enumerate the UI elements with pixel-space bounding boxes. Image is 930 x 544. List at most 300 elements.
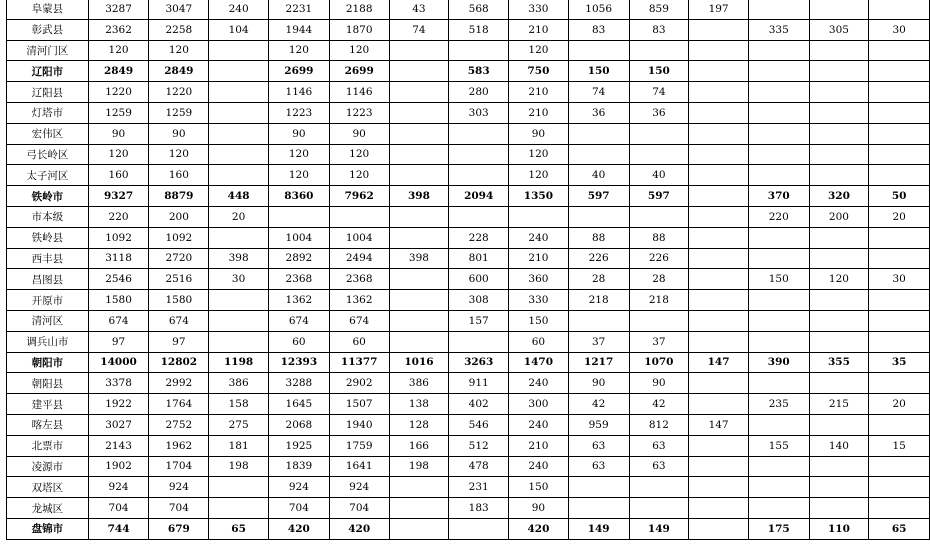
value-cell <box>869 0 930 19</box>
value-cell: 43 <box>389 0 449 19</box>
value-cell <box>389 290 449 311</box>
value-cell: 210 <box>509 82 569 103</box>
data-table <box>6 0 930 540</box>
region-name-cell: 开原市 <box>7 290 89 311</box>
value-cell: 175 <box>748 518 809 539</box>
value-cell: 120 <box>509 144 569 165</box>
value-cell: 240 <box>209 0 269 19</box>
value-cell <box>809 102 869 123</box>
value-cell <box>748 0 809 19</box>
value-cell: 1004 <box>329 227 389 248</box>
region-name-cell: 调兵山市 <box>7 331 89 352</box>
region-name-cell: 太子河区 <box>7 165 89 186</box>
value-cell <box>748 165 809 186</box>
value-cell: 12393 <box>268 352 329 373</box>
value-cell: 7962 <box>329 186 389 207</box>
value-cell: 12802 <box>149 352 209 373</box>
table-row <box>7 269 930 290</box>
value-cell <box>568 40 629 61</box>
value-cell: 674 <box>268 310 329 331</box>
value-cell: 240 <box>509 373 569 394</box>
value-cell: 679 <box>149 518 209 539</box>
value-cell: 1259 <box>149 102 209 123</box>
value-cell <box>689 206 749 227</box>
value-cell <box>748 331 809 352</box>
value-cell: 2546 <box>88 269 149 290</box>
value-cell <box>748 248 809 269</box>
value-cell: 1940 <box>329 414 389 435</box>
value-cell <box>869 61 930 82</box>
value-cell: 97 <box>88 331 149 352</box>
table-row <box>7 102 930 123</box>
value-cell <box>209 61 269 82</box>
value-cell: 8360 <box>268 186 329 207</box>
value-cell <box>689 394 749 415</box>
region-name-cell: 喀左县 <box>7 414 89 435</box>
value-cell <box>209 310 269 331</box>
table-row <box>7 144 930 165</box>
value-cell <box>748 456 809 477</box>
value-cell: 360 <box>509 269 569 290</box>
value-cell: 149 <box>568 518 629 539</box>
value-cell: 1362 <box>329 290 389 311</box>
value-cell <box>748 102 809 123</box>
value-cell <box>568 144 629 165</box>
value-cell: 74 <box>568 82 629 103</box>
value-cell <box>389 61 449 82</box>
value-cell <box>869 477 930 498</box>
value-cell <box>449 331 509 352</box>
value-cell: 83 <box>568 19 629 40</box>
region-name-cell: 清河门区 <box>7 40 89 61</box>
value-cell: 1645 <box>268 394 329 415</box>
value-cell <box>689 498 749 519</box>
value-cell <box>389 82 449 103</box>
value-cell <box>209 82 269 103</box>
value-cell: 2143 <box>88 435 149 456</box>
value-cell <box>748 123 809 144</box>
value-cell <box>689 248 749 269</box>
value-cell <box>809 227 869 248</box>
value-cell <box>869 290 930 311</box>
value-cell <box>449 144 509 165</box>
value-cell <box>869 456 930 477</box>
value-cell: 2849 <box>149 61 209 82</box>
value-cell <box>869 373 930 394</box>
value-cell: 97 <box>149 331 209 352</box>
region-name-cell: 双塔区 <box>7 477 89 498</box>
value-cell: 911 <box>449 373 509 394</box>
value-cell: 1507 <box>329 394 389 415</box>
value-cell: 674 <box>329 310 389 331</box>
table-row <box>7 414 930 435</box>
value-cell: 28 <box>629 269 689 290</box>
value-cell <box>389 477 449 498</box>
value-cell: 215 <box>809 394 869 415</box>
value-cell <box>389 206 449 227</box>
value-cell <box>689 269 749 290</box>
region-name-cell: 彰武县 <box>7 19 89 40</box>
value-cell: 546 <box>449 414 509 435</box>
value-cell <box>869 144 930 165</box>
value-cell <box>748 227 809 248</box>
value-cell: 120 <box>149 144 209 165</box>
value-cell: 1839 <box>268 456 329 477</box>
value-cell: 138 <box>389 394 449 415</box>
value-cell: 2362 <box>88 19 149 40</box>
value-cell <box>689 435 749 456</box>
value-cell: 120 <box>329 165 389 186</box>
value-cell <box>748 373 809 394</box>
region-name-cell: 辽阳市 <box>7 61 89 82</box>
value-cell <box>629 477 689 498</box>
value-cell: 90 <box>509 498 569 519</box>
value-cell: 420 <box>268 518 329 539</box>
value-cell: 420 <box>509 518 569 539</box>
value-cell: 198 <box>389 456 449 477</box>
value-cell <box>869 310 930 331</box>
value-cell <box>689 331 749 352</box>
value-cell: 36 <box>629 102 689 123</box>
value-cell <box>209 102 269 123</box>
table-row-subtotal <box>7 186 930 207</box>
value-cell: 90 <box>568 373 629 394</box>
table-row <box>7 394 930 415</box>
value-cell: 15 <box>869 435 930 456</box>
value-cell <box>689 310 749 331</box>
value-cell: 166 <box>389 435 449 456</box>
value-cell: 228 <box>449 227 509 248</box>
value-cell <box>209 290 269 311</box>
value-cell: 1198 <box>209 352 269 373</box>
value-cell <box>389 518 449 539</box>
table-row <box>7 165 930 186</box>
region-name-cell: 铁岭县 <box>7 227 89 248</box>
value-cell: 2752 <box>149 414 209 435</box>
value-cell: 181 <box>209 435 269 456</box>
value-cell: 2494 <box>329 248 389 269</box>
value-cell: 60 <box>509 331 569 352</box>
value-cell: 155 <box>748 435 809 456</box>
value-cell: 63 <box>629 456 689 477</box>
value-cell: 1092 <box>149 227 209 248</box>
value-cell: 1925 <box>268 435 329 456</box>
value-cell: 60 <box>268 331 329 352</box>
value-cell: 1704 <box>149 456 209 477</box>
value-cell <box>809 331 869 352</box>
value-cell: 3027 <box>88 414 149 435</box>
value-cell <box>629 144 689 165</box>
value-cell: 801 <box>449 248 509 269</box>
value-cell <box>629 498 689 519</box>
value-cell: 20 <box>209 206 269 227</box>
value-cell: 120 <box>329 40 389 61</box>
value-cell: 1962 <box>149 435 209 456</box>
value-cell <box>809 456 869 477</box>
value-cell: 2368 <box>268 269 329 290</box>
value-cell: 704 <box>329 498 389 519</box>
value-cell <box>809 165 869 186</box>
value-cell: 63 <box>568 456 629 477</box>
value-cell: 14000 <box>88 352 149 373</box>
value-cell <box>329 206 389 227</box>
value-cell <box>389 102 449 123</box>
value-cell <box>629 310 689 331</box>
value-cell: 280 <box>449 82 509 103</box>
region-name-cell: 清河区 <box>7 310 89 331</box>
value-cell <box>389 165 449 186</box>
value-cell: 120 <box>268 144 329 165</box>
value-cell: 859 <box>629 0 689 19</box>
value-cell: 398 <box>209 248 269 269</box>
value-cell <box>209 144 269 165</box>
table-row <box>7 227 930 248</box>
value-cell: 42 <box>629 394 689 415</box>
value-cell <box>869 40 930 61</box>
value-cell: 704 <box>88 498 149 519</box>
value-cell <box>568 206 629 227</box>
value-cell: 704 <box>149 498 209 519</box>
value-cell: 147 <box>689 414 749 435</box>
value-cell: 150 <box>568 61 629 82</box>
table-row <box>7 123 930 144</box>
value-cell: 1350 <box>509 186 569 207</box>
value-cell: 30 <box>869 19 930 40</box>
value-cell <box>449 165 509 186</box>
value-cell: 60 <box>329 331 389 352</box>
value-cell: 420 <box>329 518 389 539</box>
value-cell <box>209 498 269 519</box>
value-cell <box>389 227 449 248</box>
value-cell: 2258 <box>149 19 209 40</box>
region-name-cell: 建平县 <box>7 394 89 415</box>
value-cell <box>689 227 749 248</box>
value-cell: 1870 <box>329 19 389 40</box>
region-name-cell: 北票市 <box>7 435 89 456</box>
region-name-cell: 凌源市 <box>7 456 89 477</box>
table-row <box>7 40 930 61</box>
value-cell: 50 <box>869 186 930 207</box>
value-cell <box>869 498 930 519</box>
value-cell: 90 <box>509 123 569 144</box>
value-cell: 1922 <box>88 394 149 415</box>
value-cell: 1146 <box>329 82 389 103</box>
value-cell: 1470 <box>509 352 569 373</box>
value-cell <box>809 40 869 61</box>
value-cell: 275 <box>209 414 269 435</box>
table-row <box>7 310 930 331</box>
region-name-cell: 盘锦市 <box>7 518 89 539</box>
value-cell: 3118 <box>88 248 149 269</box>
value-cell <box>389 40 449 61</box>
value-cell: 88 <box>629 227 689 248</box>
value-cell: 398 <box>389 186 449 207</box>
value-cell: 1016 <box>389 352 449 373</box>
value-cell <box>568 123 629 144</box>
value-cell: 3263 <box>449 352 509 373</box>
value-cell <box>748 82 809 103</box>
value-cell <box>689 40 749 61</box>
value-cell <box>209 123 269 144</box>
value-cell <box>629 206 689 227</box>
value-cell: 1223 <box>268 102 329 123</box>
region-name-cell: 灯塔市 <box>7 102 89 123</box>
value-cell <box>209 227 269 248</box>
value-cell <box>809 144 869 165</box>
value-cell <box>689 61 749 82</box>
value-cell: 83 <box>629 19 689 40</box>
value-cell: 3288 <box>268 373 329 394</box>
value-cell: 390 <box>748 352 809 373</box>
value-cell <box>389 310 449 331</box>
value-cell: 704 <box>268 498 329 519</box>
value-cell: 355 <box>809 352 869 373</box>
value-cell <box>809 82 869 103</box>
value-cell: 402 <box>449 394 509 415</box>
value-cell: 674 <box>149 310 209 331</box>
table-row <box>7 248 930 269</box>
table-row <box>7 435 930 456</box>
value-cell: 2892 <box>268 248 329 269</box>
value-cell: 1944 <box>268 19 329 40</box>
value-cell: 120 <box>329 144 389 165</box>
value-cell: 65 <box>209 518 269 539</box>
value-cell: 120 <box>149 40 209 61</box>
value-cell <box>809 310 869 331</box>
value-cell: 335 <box>748 19 809 40</box>
value-cell: 200 <box>809 206 869 227</box>
value-cell: 120 <box>268 40 329 61</box>
value-cell: 35 <box>869 352 930 373</box>
value-cell: 3047 <box>149 0 209 19</box>
value-cell <box>209 477 269 498</box>
value-cell: 1092 <box>88 227 149 248</box>
value-cell: 120 <box>268 165 329 186</box>
value-cell <box>389 331 449 352</box>
value-cell: 478 <box>449 456 509 477</box>
value-cell: 90 <box>329 123 389 144</box>
value-cell <box>568 498 629 519</box>
value-cell: 744 <box>88 518 149 539</box>
region-name-cell: 龙城区 <box>7 498 89 519</box>
value-cell: 1759 <box>329 435 389 456</box>
value-cell <box>689 456 749 477</box>
value-cell <box>869 123 930 144</box>
value-cell: 120 <box>88 144 149 165</box>
value-cell: 1220 <box>88 82 149 103</box>
value-cell: 2992 <box>149 373 209 394</box>
value-cell: 959 <box>568 414 629 435</box>
value-cell: 812 <box>629 414 689 435</box>
value-cell <box>509 206 569 227</box>
region-name-cell: 弓长岭区 <box>7 144 89 165</box>
value-cell: 2699 <box>329 61 389 82</box>
value-cell: 90 <box>629 373 689 394</box>
value-cell: 1004 <box>268 227 329 248</box>
value-cell: 235 <box>748 394 809 415</box>
region-name-cell: 朝阳市 <box>7 352 89 373</box>
table-row-subtotal <box>7 61 930 82</box>
value-cell <box>869 165 930 186</box>
value-cell: 197 <box>689 0 749 19</box>
value-cell: 220 <box>88 206 149 227</box>
value-cell: 218 <box>629 290 689 311</box>
value-cell: 210 <box>509 435 569 456</box>
value-cell: 568 <box>449 0 509 19</box>
value-cell: 74 <box>629 82 689 103</box>
value-cell: 305 <box>809 19 869 40</box>
value-cell <box>689 373 749 394</box>
value-cell: 200 <box>149 206 209 227</box>
value-cell <box>689 144 749 165</box>
value-cell: 386 <box>209 373 269 394</box>
value-cell: 240 <box>509 456 569 477</box>
value-cell: 120 <box>88 40 149 61</box>
table-row-subtotal <box>7 352 930 373</box>
value-cell <box>449 206 509 227</box>
value-cell: 150 <box>748 269 809 290</box>
region-name-cell: 市本级 <box>7 206 89 227</box>
value-cell <box>809 373 869 394</box>
value-cell: 210 <box>509 19 569 40</box>
value-cell <box>869 227 930 248</box>
region-name-cell: 宏伟区 <box>7 123 89 144</box>
value-cell <box>449 518 509 539</box>
value-cell: 1220 <box>149 82 209 103</box>
value-cell <box>389 123 449 144</box>
value-cell: 2516 <box>149 269 209 290</box>
value-cell: 150 <box>629 61 689 82</box>
value-cell: 240 <box>509 227 569 248</box>
value-cell: 512 <box>449 435 509 456</box>
value-cell <box>689 290 749 311</box>
value-cell <box>869 331 930 352</box>
value-cell <box>869 248 930 269</box>
value-cell: 386 <box>389 373 449 394</box>
value-cell: 1146 <box>268 82 329 103</box>
value-cell: 300 <box>509 394 569 415</box>
value-cell: 597 <box>629 186 689 207</box>
value-cell: 448 <box>209 186 269 207</box>
value-cell: 42 <box>568 394 629 415</box>
value-cell: 2849 <box>88 61 149 82</box>
value-cell: 1217 <box>568 352 629 373</box>
value-cell: 120 <box>509 40 569 61</box>
value-cell: 20 <box>869 206 930 227</box>
value-cell: 1641 <box>329 456 389 477</box>
value-cell: 2068 <box>268 414 329 435</box>
region-name-cell: 朝阳县 <box>7 373 89 394</box>
value-cell: 924 <box>329 477 389 498</box>
value-cell: 924 <box>268 477 329 498</box>
value-cell: 2368 <box>329 269 389 290</box>
table-row <box>7 0 930 19</box>
value-cell <box>689 165 749 186</box>
value-cell: 30 <box>209 269 269 290</box>
value-cell: 674 <box>88 310 149 331</box>
table-row <box>7 498 930 519</box>
table-row <box>7 477 930 498</box>
value-cell: 218 <box>568 290 629 311</box>
value-cell: 40 <box>568 165 629 186</box>
value-cell <box>209 165 269 186</box>
value-cell: 750 <box>509 61 569 82</box>
value-cell: 330 <box>509 0 569 19</box>
value-cell: 2902 <box>329 373 389 394</box>
value-cell: 303 <box>449 102 509 123</box>
table-row <box>7 331 930 352</box>
value-cell: 600 <box>449 269 509 290</box>
